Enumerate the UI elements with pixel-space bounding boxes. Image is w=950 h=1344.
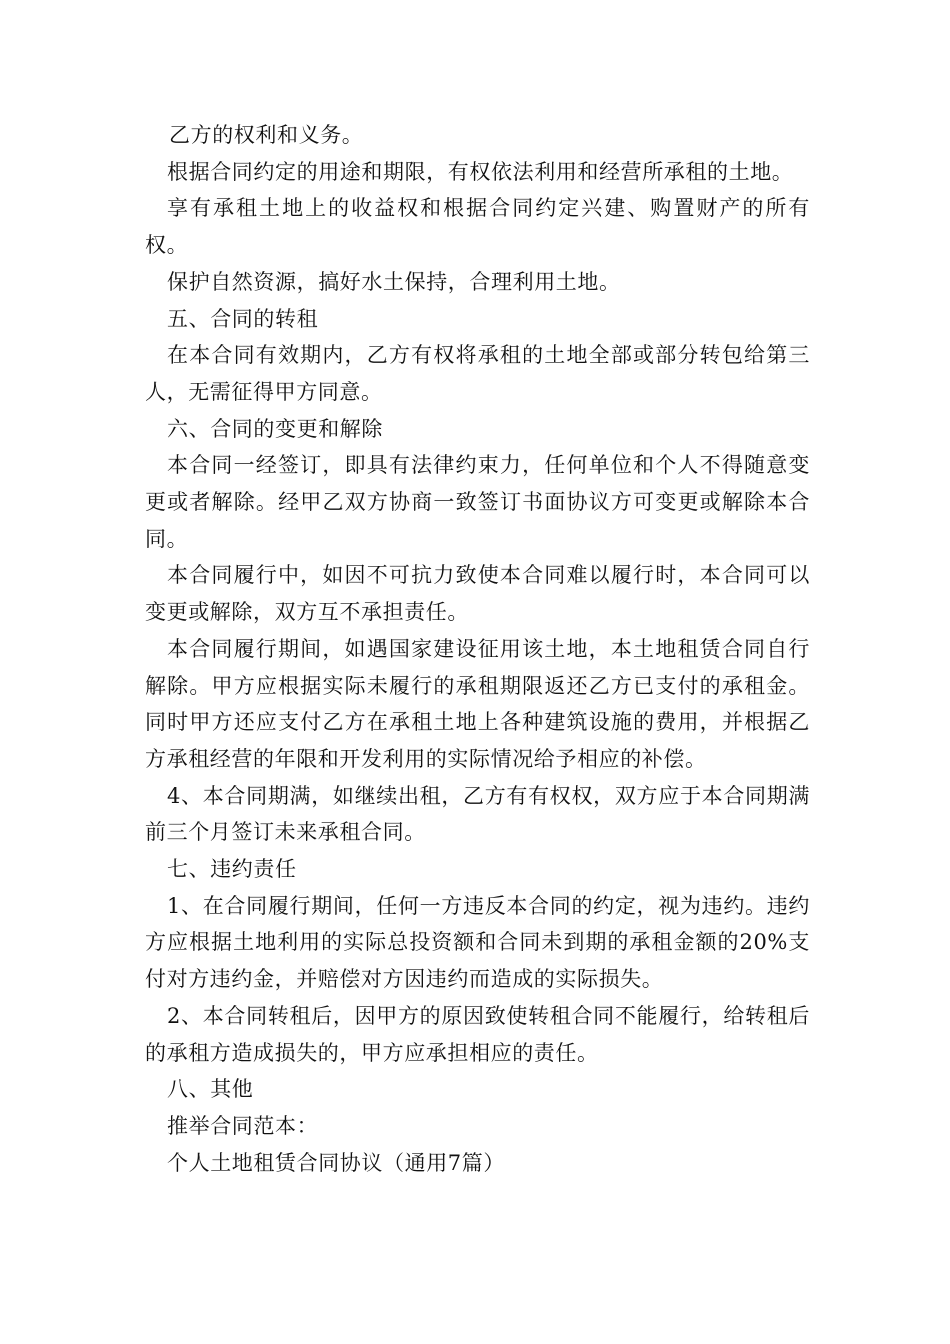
paragraph: 在本合同有效期内，乙方有权将承租的土地全部或部分转包给第三人，无需征得甲方同意。 <box>145 343 810 404</box>
section-heading-breach: 七、违约责任 <box>167 857 297 882</box>
paragraph: 2、本合同转租后，因甲方的原因致使转租合同不能履行，给转租后的承租方造成损失的，甲方应承担相应的责任。 <box>145 1003 810 1065</box>
paragraph: 本合同履行期间，如遇国家建设征用该土地，本土地租赁合同自行解除。甲方应根据实际未履行的承租期限返还乙方已支付的承租金。同时甲方还应支付乙方在承租土地上各种建筑设施的费用，并根据乙方承租经营的年限和开发利用的实际情况给予相应的补偿。 <box>145 636 810 771</box>
section-heading-other: 八、其他 <box>167 1077 254 1102</box>
paragraph-rights-heading: 乙方的权利和义务。 <box>169 123 364 147</box>
section-heading-change-termination: 六、合同的变更和解除 <box>167 416 383 441</box>
paragraph: 4、本合同期满，如继续出租，乙方有有权权，双方应于本合同期满前三个月签订未来承租合同。 <box>145 783 810 845</box>
section-heading-sublease: 五、合同的转租 <box>167 306 319 331</box>
paragraph: 保护自然资源，搞好水土保持，合理利用土地。 <box>167 269 621 294</box>
paragraph: 享有承租土地上的收益权和根据合同约定兴建、购置财产的所有权。 <box>145 196 810 258</box>
paragraph: 根据合同约定的用途和期限，有权依法利用和经营所承租的土地。 <box>167 159 794 184</box>
paragraph: 1、在合同履行期间，任何一方违反本合同的约定，视为违约。违约方应根据土地利用的实际总投资额和合同未到期的承租金额的20%支付对方违约金，并赔偿对方因违约而造成的实际损失。 <box>145 893 810 992</box>
paragraph: 本合同履行中，如因不可抗力致使本合同难以履行时，本合同可以变更或解除，双方互不承担责任。 <box>145 563 810 625</box>
document-body <box>145 117 810 1181</box>
paragraph: 个人土地租赁合同协议（通用7篇） <box>167 1150 505 1175</box>
paragraph: 本合同一经签订，即具有法律约束力，任何单位和个人不得随意变更或者解除。经甲乙双方协商一致签订书面协议方可变更或解除本合同。 <box>145 453 810 551</box>
paragraph: 推举合同范本： <box>167 1113 319 1138</box>
